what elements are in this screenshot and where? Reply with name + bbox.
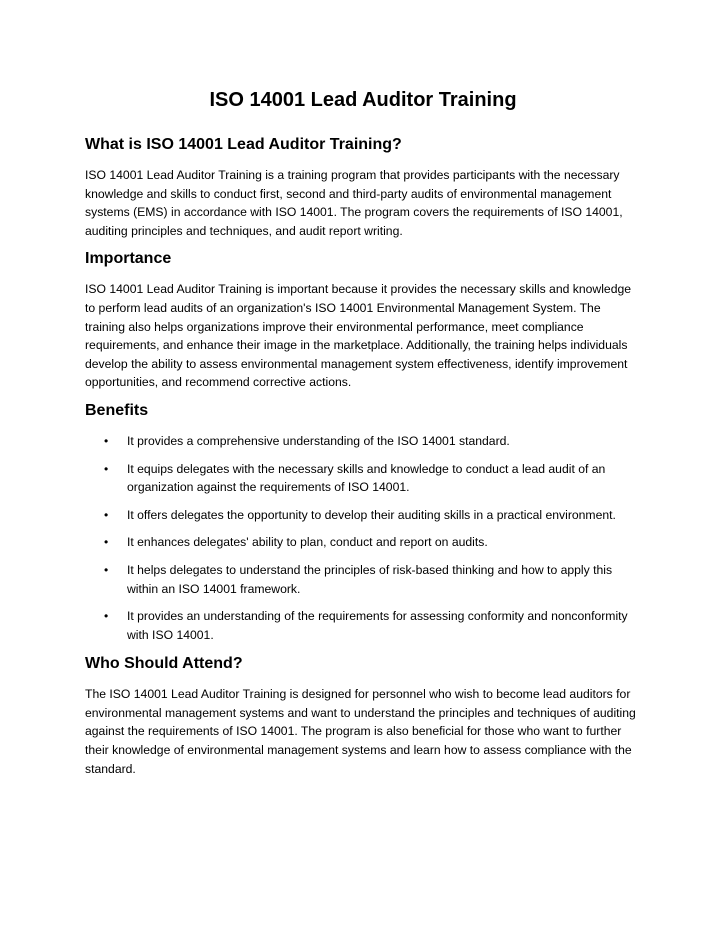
list-item-text: It enhances delegates' ability to plan, conduct and report on audits.	[127, 535, 488, 550]
list-item-text: It helps delegates to understand the principles of risk-based thinking and how to apply this within an ISO 14001 framework.	[127, 562, 613, 596]
section-paragraph-what-is: ISO 14001 Lead Auditor Training is a training program that provides participants with the necessary knowledge and skills to conduct first, second and third-party audits of environmental management systems (EMS) in accordance with ISO 14001. The program covers the requirements of ISO 14001, auditing principles and techniques, and audit report writing.	[85, 168, 623, 238]
section-heading-importance: Importance	[85, 250, 172, 268]
list-item	[85, 506, 641, 525]
bullet-icon: •	[104, 562, 109, 577]
section-paragraph-who-should-attend: The ISO 14001 Lead Auditor Training is designed for personnel who wish to become lead auditors for environmental management systems and want to understand the principles and techniques of auditing against the requirements of ISO 14001. The program is also beneficial for those who want to further their knowledge of environmental management systems and learn how to assess compliance with the standard.	[85, 687, 636, 776]
page-title: ISO 14001 Lead Auditor Training	[209, 89, 517, 111]
section-heading-who-should-attend: Who Should Attend?	[85, 655, 243, 673]
section-heading-what-is: What is ISO 14001 Lead Auditor Training?	[85, 136, 402, 153]
list-item	[85, 607, 641, 644]
list-item	[85, 533, 641, 552]
list-item-text: It offers delegates the opportunity to develop their auditing skills in a practical environment.	[127, 507, 616, 522]
bullet-icon: •	[104, 433, 109, 448]
section-heading-benefits: Benefits	[85, 401, 149, 419]
bullet-icon: •	[104, 535, 109, 550]
document-page	[85, 86, 641, 786]
bullet-icon: •	[104, 461, 109, 476]
list-item-text: It provides a comprehensive understanding of the ISO 14001 standard.	[127, 433, 510, 448]
bullet-icon: •	[104, 609, 109, 624]
benefits-list	[85, 432, 641, 644]
list-item-text: It provides an understanding of the requirements for assessing conformity and nonconformity with ISO 14001.	[127, 609, 628, 642]
list-item	[85, 432, 641, 451]
list-item	[85, 561, 641, 598]
list-item-text: It equips delegates with the necessary skills and knowledge to conduct a lead audit of an organization against the requirements of ISO 14001.	[127, 461, 606, 495]
section-paragraph-importance: ISO 14001 Lead Auditor Training is important because it provides the necessary skills and knowledge to perform lead audits of an organization's ISO 14001 Environmental Management System. The training also helps organizations improve their environmental performance, meet compliance requirements, and enhance their image in the marketplace. Additionally, the training helps individuals develop the ability to assess environmental management system effectiveness, identify improvement opportunities, and recommend corrective actions.	[85, 282, 632, 390]
list-item	[85, 460, 641, 497]
bullet-icon: •	[104, 507, 109, 522]
